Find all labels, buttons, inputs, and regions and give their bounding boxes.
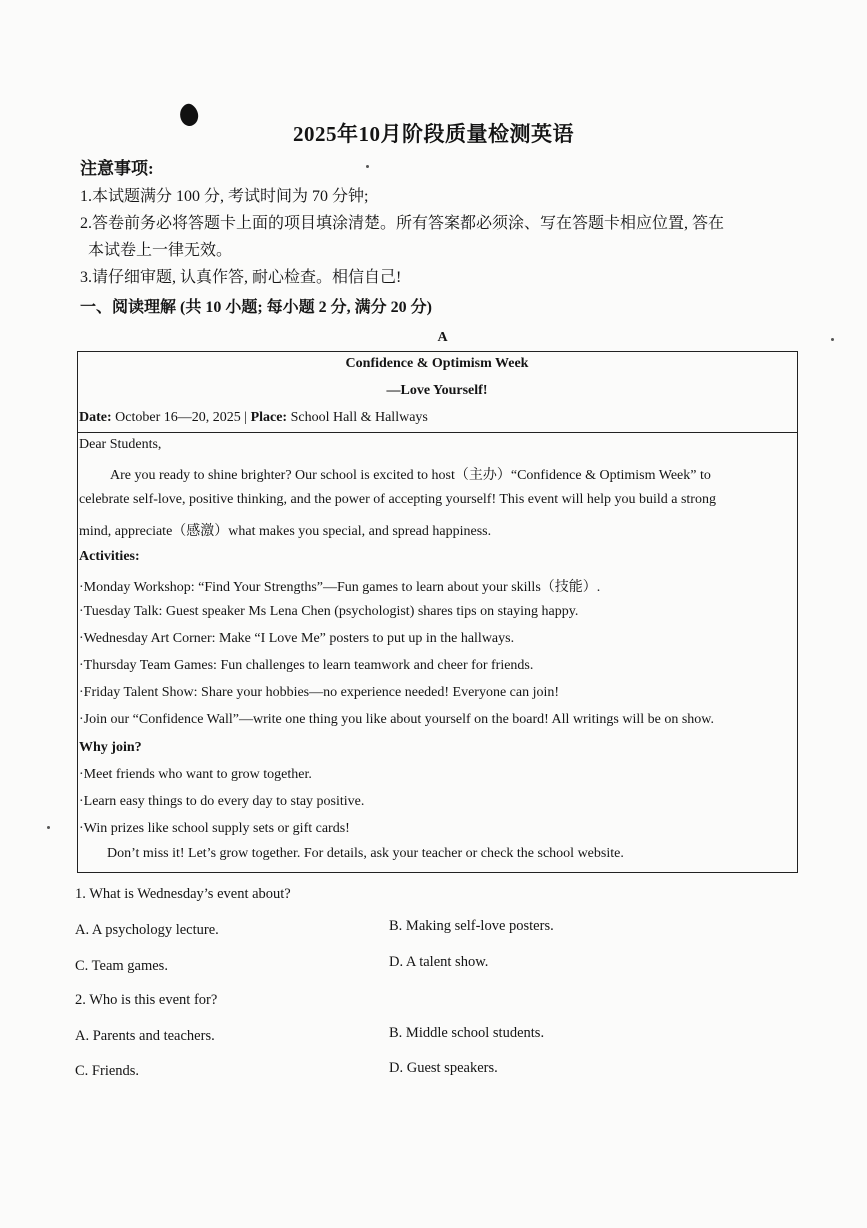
- answer-option: C. Friends.: [75, 1063, 140, 1079]
- scan-speck: [366, 165, 369, 168]
- why-join-item: ·Win prizes like school supply sets or gift cards!: [79, 821, 350, 836]
- question-stem: 2. Who is this event for?: [75, 992, 218, 1008]
- place-label: Place:: [250, 410, 288, 425]
- activity-item: ·Tuesday Talk: Guest speaker Ms Lena Chen (psychologist) shares tips on staying happy.: [79, 604, 579, 619]
- passage-date-place: [79, 410, 428, 426]
- why-join-item: ·Meet friends who want to grow together.: [79, 767, 312, 782]
- date-value: October 16—20, 2025 |: [111, 410, 251, 425]
- activities-heading: Activities:: [79, 549, 140, 564]
- answer-option: D. A talent show.: [389, 954, 489, 970]
- activity-item: ·Wednesday Art Corner: Make “I Love Me” posters to put up in the hallways.: [79, 631, 515, 646]
- question-stem: 1. What is Wednesday’s event about?: [75, 886, 291, 902]
- answer-option: A. A psychology lecture.: [75, 922, 219, 938]
- passage-letter: A: [437, 330, 448, 345]
- note-item: 1.本试题满分 100 分, 考试时间为 70 分钟;: [80, 188, 369, 205]
- activity-item: ·Join our “Confidence Wall”—write one thing you like about yourself on the board! All writings will be on show.: [79, 712, 714, 727]
- answer-option: C. Team games.: [75, 958, 168, 974]
- passage-divider: [77, 432, 797, 433]
- passage-closing: Don’t miss it! Let’s grow together. For details, ask your teacher or check the school website.: [107, 846, 624, 861]
- section-heading: 一、阅读理解 (共 10 小题; 每小题 2 分, 满分 20 分): [80, 299, 432, 316]
- exam-title: 2025年10月阶段质量检测英语: [293, 122, 574, 146]
- passage-subtitle: —Love Yourself!: [386, 383, 488, 398]
- note-item: 3.请仔细审题, 认真作答, 耐心检查。相信自己!: [80, 269, 402, 286]
- passage-greeting: Dear Students,: [79, 437, 162, 452]
- passage-title: Confidence & Optimism Week: [345, 356, 529, 371]
- answer-option: D. Guest speakers.: [389, 1060, 498, 1076]
- place-value: School Hall & Hallways: [287, 410, 428, 425]
- note-item: 2.答卷前务必将答题卡上面的项目填涂清楚。所有答案都必须涂、写在答题卡相应位置, 答在: [80, 215, 725, 232]
- passage-intro-line: celebrate self-love, positive thinking, and the power of accepting yourself! This event will help you build a strong: [79, 492, 716, 507]
- date-label: Date:: [79, 410, 112, 425]
- passage-intro-line: mind, appreciate（感激）what makes you special, and spread happiness.: [79, 524, 492, 539]
- notes-heading: 注意事项:: [80, 159, 154, 178]
- note-item: 本试卷上一律无效。: [88, 242, 233, 259]
- activity-item: ·Monday Workshop: “Find Your Strengths”—Fun games to learn about your skills（技能）.: [79, 580, 601, 595]
- activity-item: ·Friday Talent Show: Share your hobbies—no experience needed! Everyone can join!: [79, 685, 560, 700]
- why-join-heading: Why join?: [79, 740, 142, 755]
- answer-option: B. Middle school students.: [389, 1025, 545, 1041]
- answer-option: A. Parents and teachers.: [75, 1028, 215, 1044]
- why-join-item: ·Learn easy things to do every day to stay positive.: [79, 794, 365, 809]
- answer-option: B. Making self-love posters.: [389, 918, 554, 934]
- passage-intro-line: Are you ready to shine brighter? Our school is excited to host（主办）“Confidence & Optimism Week” to: [110, 468, 711, 483]
- activity-item: ·Thursday Team Games: Fun challenges to learn teamwork and cheer for friends.: [79, 658, 534, 673]
- scan-speck: [47, 826, 50, 829]
